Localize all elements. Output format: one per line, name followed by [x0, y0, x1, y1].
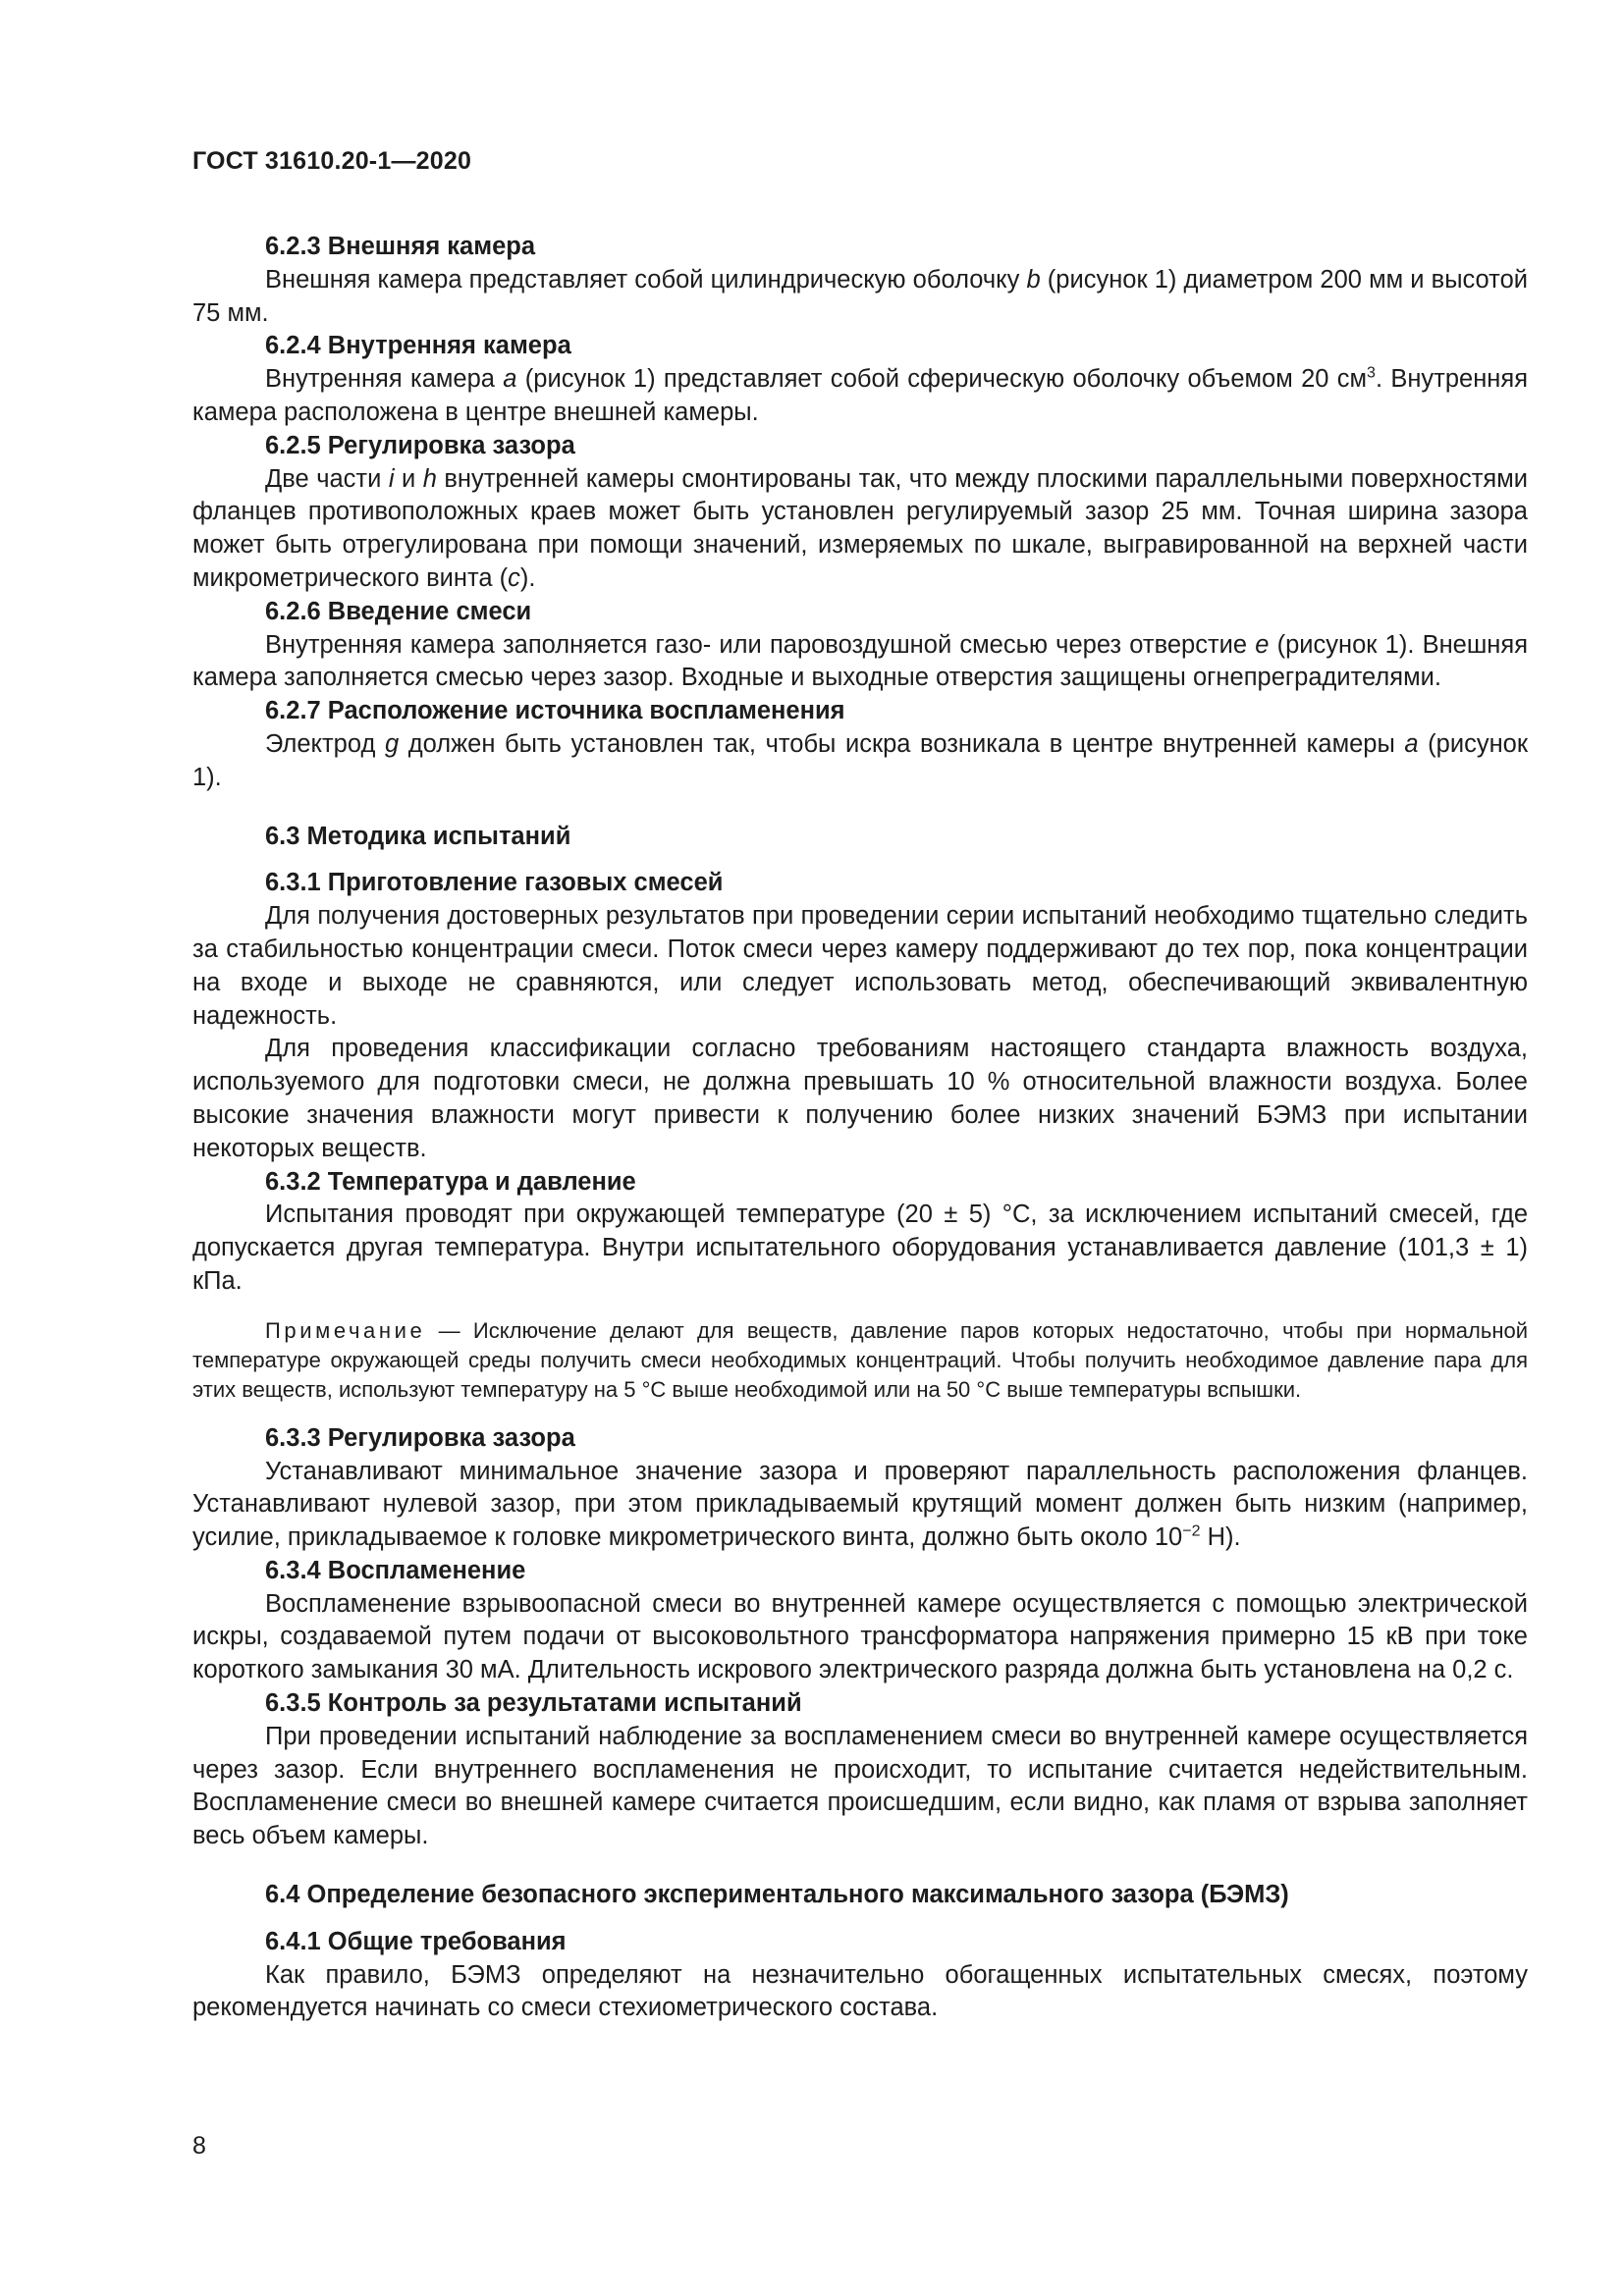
note-label: Примечание [265, 1317, 426, 1343]
paragraph-6-2-6: Внутренняя камера заполняется газо- или паровоздушной смесью через отверстие e (рисунок 1). Внешняя камера заполняется смесью через зазор. Входные и выходные отверстия защищены огнепреградителями. [192, 630, 1529, 692]
section-heading-6-3-2: 6.3.2 Температура и давление [265, 1167, 636, 1196]
section-heading-6-3-1: 6.3.1 Приготовление газовых смесей [265, 869, 724, 897]
paragraph-6-3-1-a: Для получения достоверных результатов при проведении серии испытаний необходимо тщательно следить за стабильностью концентрации смеси. Поток смеси через камеру поддерживают до тех пор, пока концентрации на входе и выходе не сравняются, или следует использовать метод, обеспечивающий эквивалентную надежность. [192, 902, 1528, 1030]
section-heading-6-3: 6.3 Методика испытаний [265, 822, 571, 850]
paragraph-6-3-5: При проведении испытаний наблюдение за воспламенением смеси во внутренней камере осуществляется через зазор. Если внутреннего воспламенения не происходит, то испытание считается недействительным. Воспламенение смеси во внешней камере считается происшедшим, если видно, как пламя от взрыва заполняет весь объем камеры. [192, 1722, 1528, 1850]
section-heading-6-3-4: 6.3.4 Воспламенение [265, 1556, 526, 1584]
paragraph-6-4-1: Как правило, БЭМЗ определяют на незначительно обогащенных испытательных смесях, поэтому рекомендуется начинать со смеси стехиометрического состава. [192, 1960, 1528, 2022]
section-heading-6-2-4: 6.2.4 Внутренняя камера [265, 332, 571, 360]
paragraph-6-2-7: Электрод g должен быть установлен так, чтобы искра возникала в центре внутренней камеры a (рисунок 1). [192, 729, 1528, 791]
section-heading-6-2-3: 6.2.3 Внешняя камера [265, 233, 536, 260]
paragraph-6-3-4: Воспламенение взрывоопасной смеси во внутренней камере осуществляется с помощью электрической искры, создаваемой путем подачи от высоковольтного трансформатора напряжения примерно 15 кВ при токе короткого замыкания 30 мА. Длительность искрового электрического разряда должна быть установлена на 0,2 с. [192, 1589, 1528, 1684]
document-header: ГОСТ 31610.20-1—2020 [192, 147, 472, 175]
section-heading-6-3-5: 6.3.5 Контроль за результатами испытаний [265, 1689, 802, 1718]
paragraph-6-2-4: Внутренняя камера a (рисунок 1) представляет собой сферическую оболочку объемом 20 $см^3$. Внутренняя камера расположена в центре внешней камеры. [192, 364, 1529, 426]
section-heading-6-4-1: 6.4.1 Общие требования [265, 1927, 567, 1955]
section-heading-6-2-7: 6.2.7 Расположение источника воспламенения [265, 697, 845, 725]
section-heading-6-2-5: 6.2.5 Регулировка зазора [265, 431, 575, 459]
note-text: — Исключение делают для веществ, давление паров которых недостаточно, чтобы при нормальной температуре окружающей среды получить смеси необходимых концентраций. Чтобы получить необходимое давление пара для этих веществ, используют температуру на 5 °С выше необходимой или на 50 °С выше температуры вспышки. [192, 1317, 1528, 1402]
section-heading-6-4: 6.4 Определение безопасного экспериментального максимального зазора (БЭМЗ) [265, 1881, 1289, 1909]
section-heading-6-3-3: 6.3.3 Регулировка зазора [265, 1423, 575, 1452]
note-6-3-2 [192, 1316, 1528, 1405]
document-page [192, 147, 1528, 2025]
paragraph-6-3-1-b: Для проведения классификации согласно требованиям настоящего стандарта влажность воздуха, используемого для подготовки смеси, не должна превышать 10 % относительной влажности воздуха. Более высокие значения влажности могут привести к получению более низких значений БЭМЗ при испытании некоторых веществ. [192, 1035, 1528, 1162]
page-number: 8 [192, 2132, 206, 2160]
paragraph-6-2-5: Две части i и h внутренней камеры смонтированы так, что между плоскими параллельными поверхностями фланцев противоположных краев может быть установлен регулируемый зазор 25 мм. Точная ширина зазора может быть отрегулирована при помощи значений, измеряемых по шкале, выгравированной на верхней части микрометрического винта (c). [192, 464, 1528, 592]
paragraph-6-2-3: Внешняя камера представляет собой цилиндрическую оболочку b (рисунок 1) диаметром 200 мм и высотой 75 мм. [192, 265, 1528, 327]
paragraph-6-3-3: Устанавливают минимальное значение зазора и проверяют параллельность расположения фланцев. Устанавливают нулевой зазор, при этом прикладываемый крутящий момент должен быть низким (например, усилие, прикладываемое к головке микрометрического винта, должно быть около $10^{-2}$ Н). [192, 1457, 1528, 1552]
section-heading-6-2-6: 6.2.6 Введение смеси [265, 597, 532, 625]
paragraph-6-3-2: Испытания проводят при окружающей температуре (20 ± 5) °С, за исключением испытаний смесей, где допускается другая температура. Внутри испытательного оборудования устанавливается давление (101,3 ± 1) кПа. [192, 1201, 1528, 1295]
